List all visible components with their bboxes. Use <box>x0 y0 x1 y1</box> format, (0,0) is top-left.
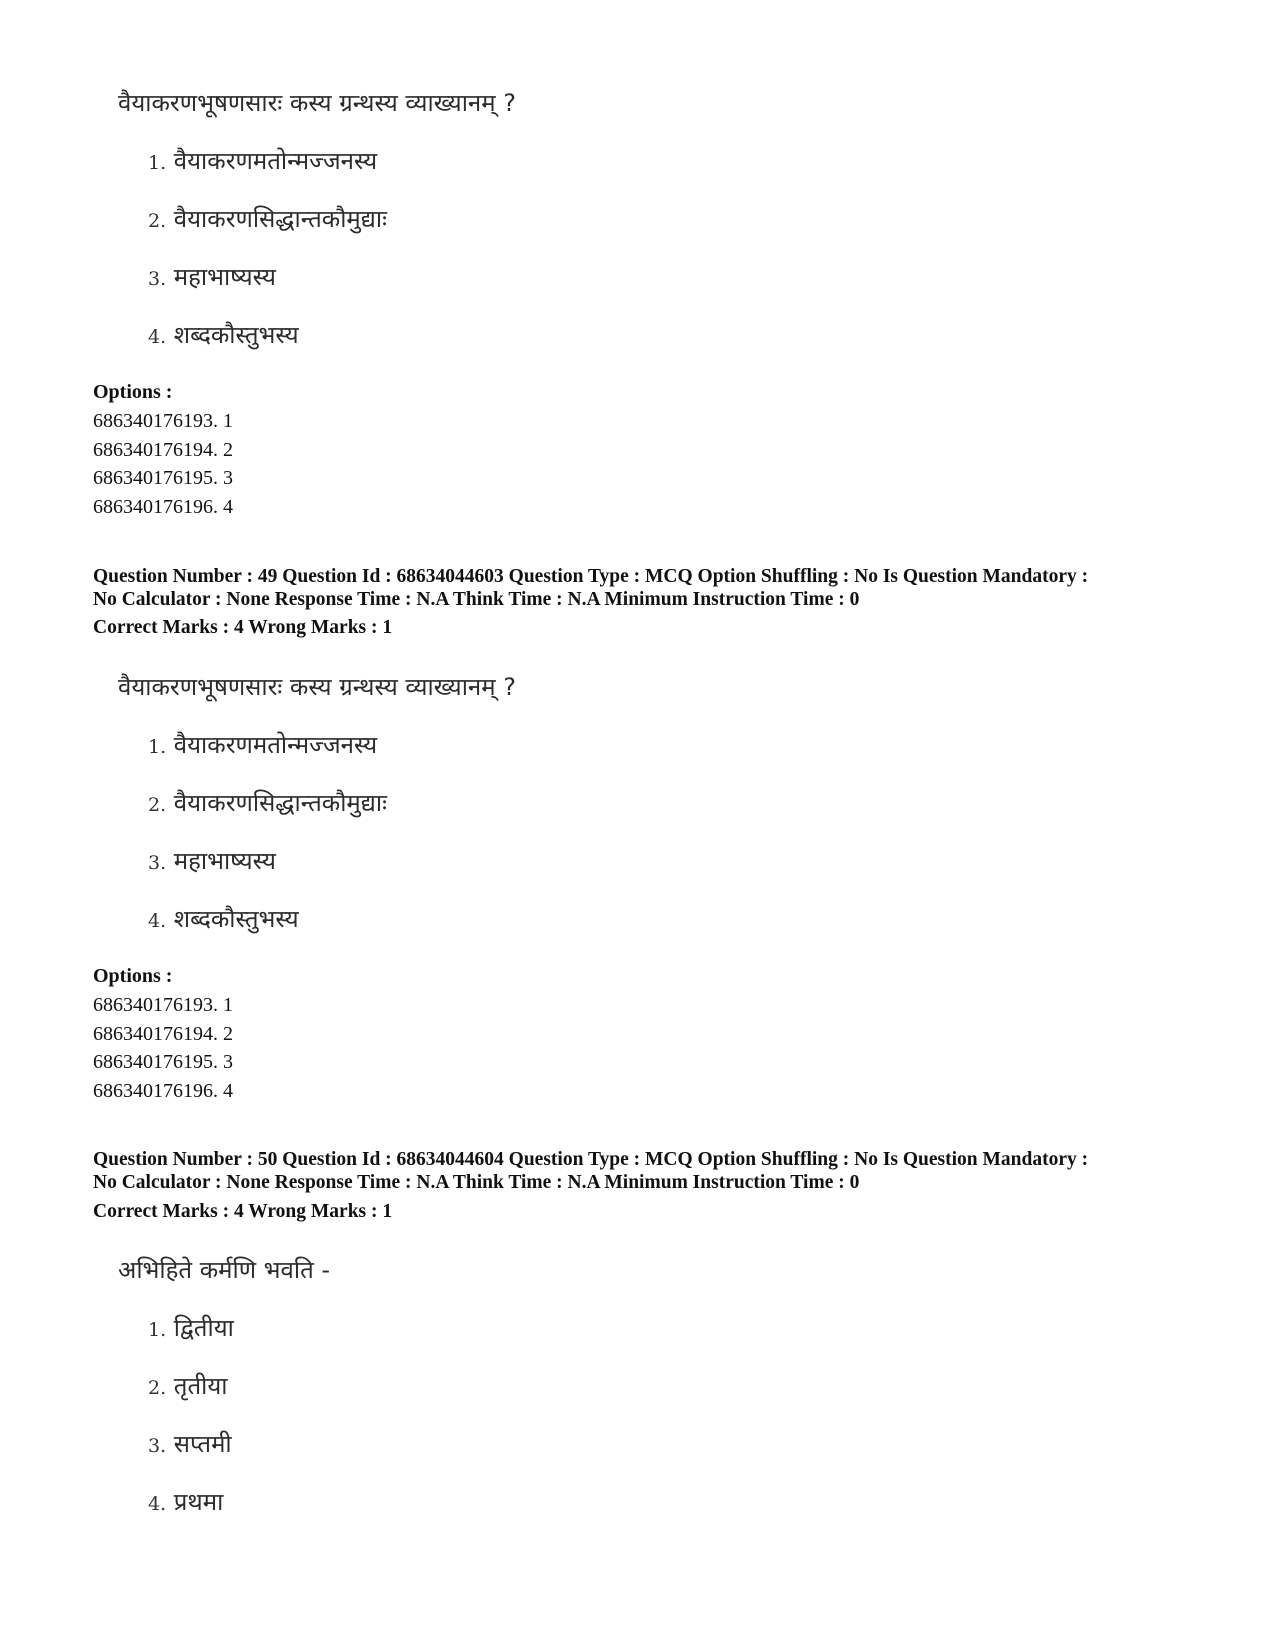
option-id: 686340176196. 4 <box>93 1079 233 1102</box>
question-meta-line: No Calculator : None Response Time : N.A Think Time : N.A Minimum Instruction Time : 0 <box>93 1172 860 1193</box>
choice-number: 2. <box>148 210 167 232</box>
choice-text: महाभाष्यस्य <box>173 847 276 875</box>
choice-text: शब्दकौस्तुभस्य <box>173 905 299 933</box>
option-id-list <box>93 991 233 1105</box>
question-image-2 <box>118 670 516 936</box>
option-id: 686340176195. 3 <box>93 1051 233 1074</box>
choice-item <box>118 728 516 762</box>
question-image-1 <box>118 86 516 352</box>
question-choices <box>118 144 516 352</box>
choice-number: 4. <box>148 1493 167 1515</box>
question-stem: वैयाकरणभूषणसारः कस्य ग्रन्थस्य व्याख्यानम् ? <box>118 89 516 117</box>
choice-item <box>118 1369 330 1403</box>
question-stem: अभिहिते कर्मणि भवति - <box>118 1256 331 1284</box>
option-id: 686340176193. 1 <box>93 410 233 432</box>
choice-item <box>118 1311 330 1345</box>
choice-text: महाभाष्यस्य <box>173 263 276 291</box>
choice-text: प्रथमा <box>173 1488 224 1516</box>
choice-item <box>118 260 516 294</box>
choice-text: शब्दकौस्तुभस्य <box>173 321 299 349</box>
question-meta <box>93 1148 1243 1194</box>
option-id: 686340176194. 2 <box>93 1022 233 1045</box>
question-choices <box>118 1311 330 1519</box>
question-meta-line: No Calculator : None Response Time : N.A Think Time : N.A Minimum Instruction Time : 0 <box>93 589 860 610</box>
option-id: 686340176196. 4 <box>93 495 233 518</box>
marks-info: Correct Marks : 4 Wrong Marks : 1 <box>93 617 393 638</box>
choice-text: द्वितीया <box>173 1314 234 1342</box>
choice-text: सप्तमी <box>173 1430 232 1458</box>
choice-number: 4. <box>148 910 167 932</box>
choice-item <box>118 844 516 878</box>
choice-number: 2. <box>148 794 167 816</box>
option-id-list <box>93 407 233 521</box>
choice-number: 2. <box>148 1377 167 1399</box>
options-label: Options : <box>93 381 173 403</box>
question-stem: वैयाकरणभूषणसारः कस्य ग्रन्थस्य व्याख्यानम् ? <box>118 673 516 701</box>
choice-item <box>118 1427 330 1461</box>
question-meta-line: Question Number : 50 Question Id : 68634044604 Question Type : MCQ Option Shuffling : No Is Question Mandatory : <box>93 1149 1089 1170</box>
options-label: Options : <box>93 965 173 987</box>
marks-info: Correct Marks : 4 Wrong Marks : 1 <box>93 1201 393 1222</box>
choice-item <box>118 1485 330 1519</box>
choice-item <box>118 902 516 936</box>
choice-number: 1. <box>148 152 167 174</box>
choice-item <box>118 202 516 236</box>
choice-number: 3. <box>148 852 167 874</box>
choice-number: 1. <box>148 1319 167 1341</box>
choice-number: 3. <box>148 268 167 290</box>
choice-number: 3. <box>148 1435 167 1457</box>
question-meta <box>93 565 1243 611</box>
question-meta-line: Question Number : 49 Question Id : 68634044603 Question Type : MCQ Option Shuffling : No Is Question Mandatory : <box>93 566 1089 587</box>
choice-text: वैयाकरणसिद्धान्तकौमुद्याः <box>173 205 387 233</box>
choice-item <box>118 786 516 820</box>
choice-item <box>118 318 516 352</box>
choice-text: तृतीया <box>173 1372 228 1400</box>
choice-item <box>118 144 516 178</box>
option-id: 686340176194. 2 <box>93 438 233 461</box>
choice-number: 1. <box>148 736 167 758</box>
question-image-3 <box>118 1253 330 1519</box>
choice-number: 4. <box>148 326 167 348</box>
choice-text: वैयाकरणमतोन्मज्जनस्य <box>173 731 378 759</box>
choice-text: वैयाकरणमतोन्मज्जनस्य <box>173 147 378 175</box>
option-id: 686340176193. 1 <box>93 994 233 1016</box>
choice-text: वैयाकरणसिद्धान्तकौमुद्याः <box>173 789 387 817</box>
option-id: 686340176195. 3 <box>93 467 233 490</box>
question-choices <box>118 728 516 936</box>
